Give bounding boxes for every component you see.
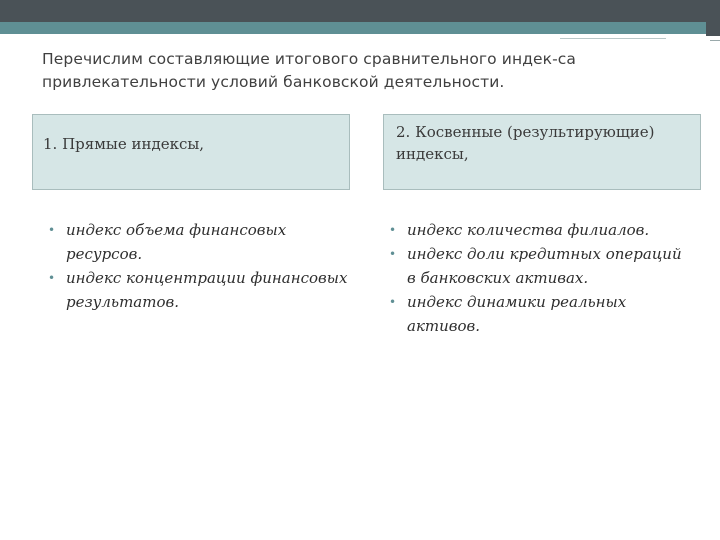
slide-title: Перечислим составляющие итогового сравнительного индек-са привлекательности условий банковской деятельности. xyxy=(42,50,577,91)
list-item-text: индекс доли кредитных операций в банковских активах. xyxy=(407,245,682,287)
list-item xyxy=(389,242,689,290)
left-column-header-text: 1. Прямые индексы, xyxy=(43,135,205,153)
list-item-text: индекс объема финансовых ресурсов. xyxy=(66,221,287,263)
bullet-icon: • xyxy=(389,295,397,309)
top-decorative-bar xyxy=(0,0,720,36)
top-bar-right-block xyxy=(706,0,720,36)
left-column-list xyxy=(48,218,348,314)
list-item xyxy=(389,218,689,242)
list-item-text: индекс количества филиалов. xyxy=(407,221,650,239)
bullet-icon: • xyxy=(48,271,56,285)
top-bar-teal-band xyxy=(0,22,720,34)
list-item-text: индекс концентрации финансовых результатов. xyxy=(66,269,348,311)
list-item-text: индекс динамики реальных активов. xyxy=(407,293,627,335)
top-bar-dark-band xyxy=(0,0,720,22)
left-column-header xyxy=(32,114,350,190)
list-item xyxy=(48,266,348,314)
list-item xyxy=(389,290,689,338)
bullet-icon: • xyxy=(389,223,397,237)
decorative-line xyxy=(560,38,666,42)
bullet-icon: • xyxy=(48,223,56,237)
decorative-corner-mark xyxy=(710,40,720,47)
right-column-list xyxy=(389,218,689,338)
list-item xyxy=(48,218,348,266)
right-column-header xyxy=(383,114,701,190)
bullet-icon: • xyxy=(389,247,397,261)
right-column-header-text: 2. Косвенные (результирующие) индексы, xyxy=(396,123,655,163)
